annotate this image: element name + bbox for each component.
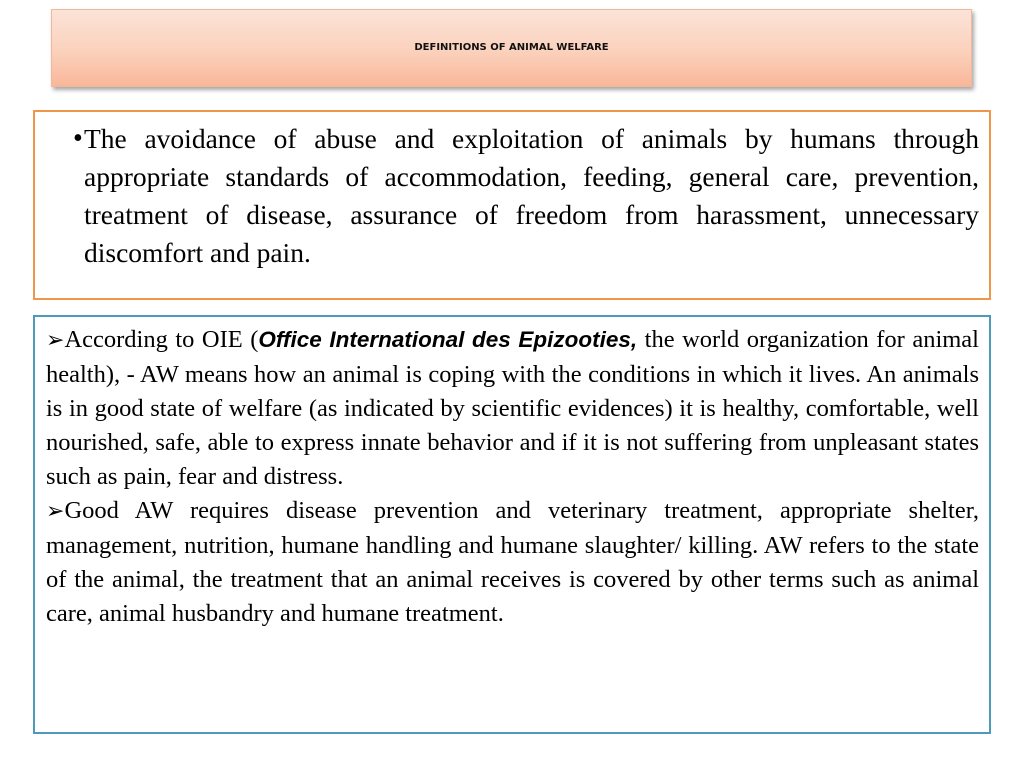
arrow-bullet-icon: ➢	[46, 499, 65, 524]
oie-paragraph	[46, 323, 979, 494]
slide-title: DEFINITIONS OF ANIMAL WELFARE	[414, 41, 609, 53]
definition-box	[33, 110, 991, 300]
title-box	[51, 9, 972, 87]
details-text	[46, 323, 979, 631]
details-box	[33, 315, 991, 734]
good-aw-text: Good AW requires disease prevention and veterinary treatment, appropriate shelter, management, nutrition, humane handling and humane slaughter/ killing. AW refers to the state of the animal, the treatment that an animal receives is covered by other terms such as animal care, animal husbandry and humane treatment.	[46, 497, 979, 627]
oie-lead: According to OIE (	[64, 326, 259, 353]
bullet-icon: •	[73, 123, 83, 154]
oie-rest: the world organization for animal health), - AW means how an animal is coping with the conditions in which it lives. An animals is in good state of welfare (as indicated by scientific evidences) it is healthy, comfortable, well nourished, safe, able to express innate behavior and if it is not suffering from unpleasant states such as pain, fear and distress.	[46, 326, 979, 490]
good-aw-paragraph	[46, 494, 979, 631]
definition-bullet-row	[35, 120, 989, 268]
definition-text: The avoidance of abuse and exploitation of animals by humans through appropriate standards of accommodation, feeding, general care, prevention, treatment of disease, assurance of freedom from harassment, unnecessary discomfort and pain.	[84, 123, 979, 268]
arrow-bullet-icon: ➢	[46, 328, 65, 353]
oie-org-name: Office International des Epizooties,	[258, 327, 638, 352]
